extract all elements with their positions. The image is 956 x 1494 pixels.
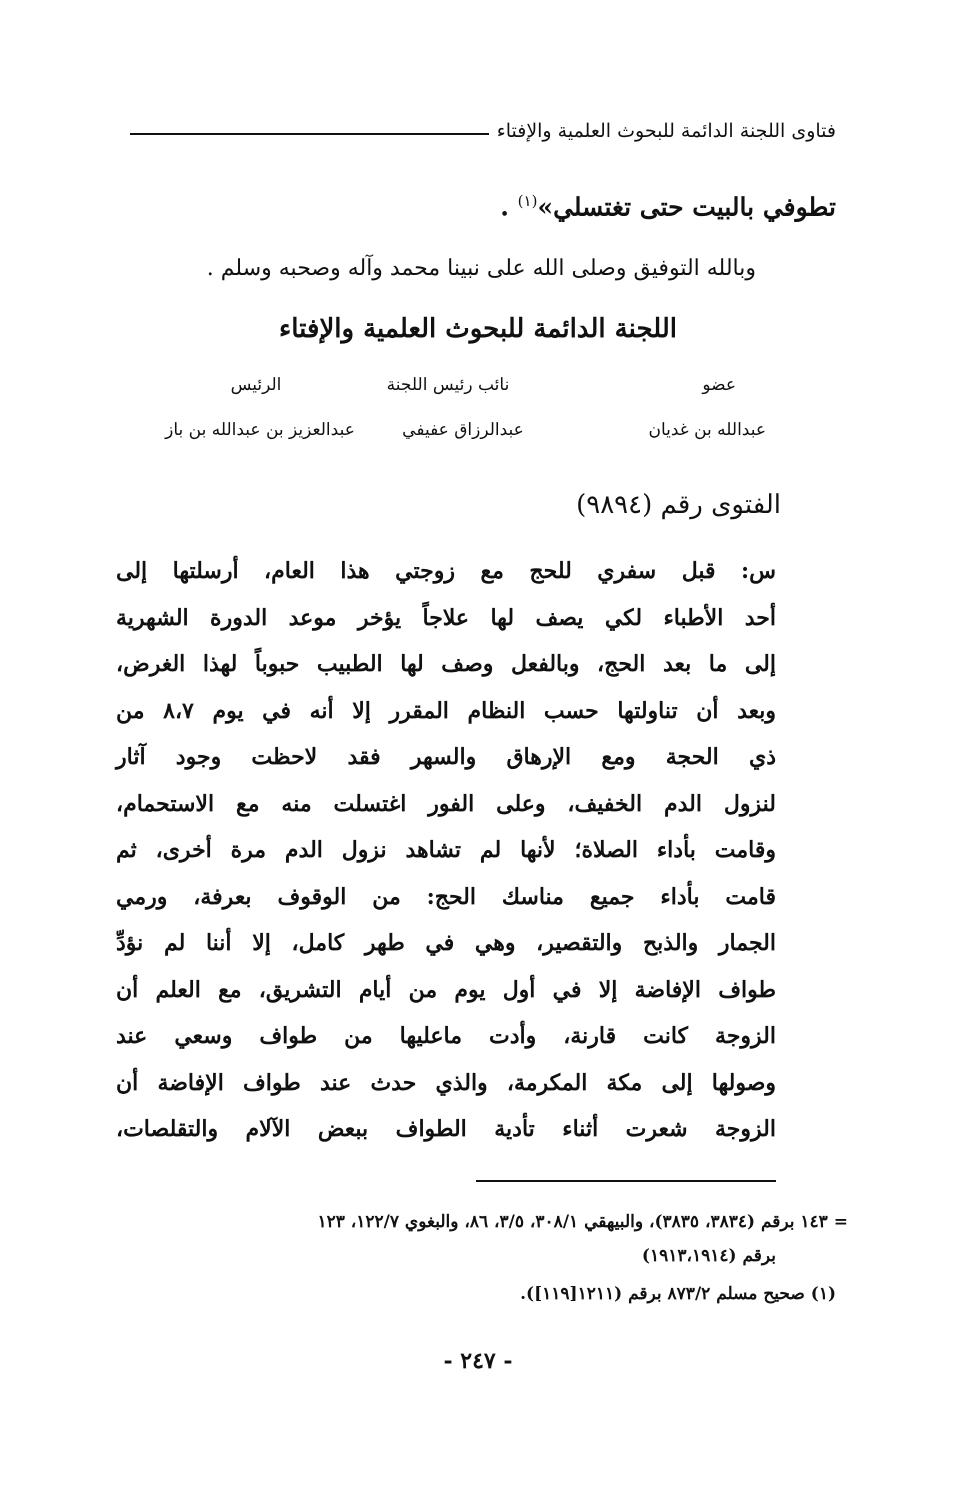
signature-roles	[160, 375, 766, 395]
previous-answer-text: تطوفي بالبيت حتى تغتسلي»	[537, 192, 836, 222]
name-member: عبدالله بن غديان	[648, 420, 766, 440]
question-line: ذي الحجة ومع الإرهاق والسهر فقد لاحظت وجود آثار	[116, 744, 776, 770]
running-header	[130, 120, 836, 142]
question-line: الزوجة شعرت أثناء تأدية الطواف ببعض الآلام والتقلصات،	[116, 1116, 776, 1142]
role-chairman: الرئيس	[230, 375, 282, 395]
header-rule	[130, 133, 489, 135]
name-vice-chairman: عبدالرزاق عفيفي	[402, 420, 524, 440]
committee-title: اللجنة الدائمة للبحوث العلمية والإفتاء	[279, 314, 677, 344]
role-vice-chairman: نائب رئيس اللجنة	[386, 375, 510, 395]
previous-answer-end	[500, 192, 836, 221]
footnote-continued-2: برقم (١٩١٣،١٩١٤)	[641, 1246, 776, 1266]
question-line: وصولها إلى مكة المكرمة، والذي حدث عند طواف الإفاضة أن	[116, 1069, 776, 1096]
signature-names	[160, 420, 766, 440]
name-chairman: عبدالعزيز بن عبدالله بن باز	[165, 420, 355, 440]
footnote-ref: (١)	[517, 192, 538, 210]
page-number: - ٢٤٧ -	[443, 1348, 513, 1374]
question-line: وبعد أن تناولتها حسب النظام المقرر إلا أنه في يوم ٨،٧ من	[116, 697, 776, 724]
footnote-continued: = ١٤٣ برقم (٣٨٣٤، ٣٨٣٥)، والبيهقي ٣٠٨/١، ٣/٥، ٨٦، والبغوي ١٢٢/٧، ١٢٣	[317, 1212, 848, 1232]
question-line: الزوجة كانت قارنة، وأدت ماعليها من طواف وسعي عند	[116, 1023, 776, 1049]
closing-formula: وبالله التوفيق وصلى الله على نبينا محمد وآله وصحبه وسلم .	[206, 256, 756, 281]
running-title: فتاوى اللجنة الدائمة للبحوث العلمية والإفتاء	[496, 120, 836, 142]
footnote-1: (١) صحيح مسلم ٨٧٣/٢ برقم (١٢١١[١١٩]).	[520, 1284, 836, 1304]
role-member: عضو	[702, 375, 736, 395]
question-text	[116, 548, 776, 1153]
question-line: س: قبل سفري للحج مع زوجتي هذا العام، أرسلتها إلى	[116, 558, 776, 584]
footnote-separator	[476, 1180, 776, 1182]
previous-answer-period: .	[500, 192, 509, 222]
question-line: وقامت بأداء الصلاة؛ لأنها لم تشاهد نزول الدم مرة أخرى، ثم	[116, 837, 776, 863]
question-line: لنزول الدم الخفيف، وعلى الفور اغتسلت منه مع الاستحمام،	[116, 790, 776, 817]
question-line: قامت بأداء جميع مناسك الحج: من الوقوف بعرفة، ورمي	[116, 883, 776, 910]
question-line: طواف الإفاضة إلا في أول يوم من أيام التشريق، مع العلم أن	[116, 976, 776, 1003]
question-line: إلى ما بعد الحج، وبالفعل وصف لها الطبيب حبوباً لهذا الغرض،	[116, 651, 776, 677]
fatwa-number: الفتوى رقم (٩٨٩٤)	[576, 490, 781, 520]
question-line: الجمار والذبح والتقصير، وهي في طهر كامل، إلا أننا لم نؤدِّ	[116, 930, 776, 956]
question-line: أحد الأطباء لكي يصف لها علاجاً يؤخر موعد الدورة الشهرية	[116, 604, 776, 631]
